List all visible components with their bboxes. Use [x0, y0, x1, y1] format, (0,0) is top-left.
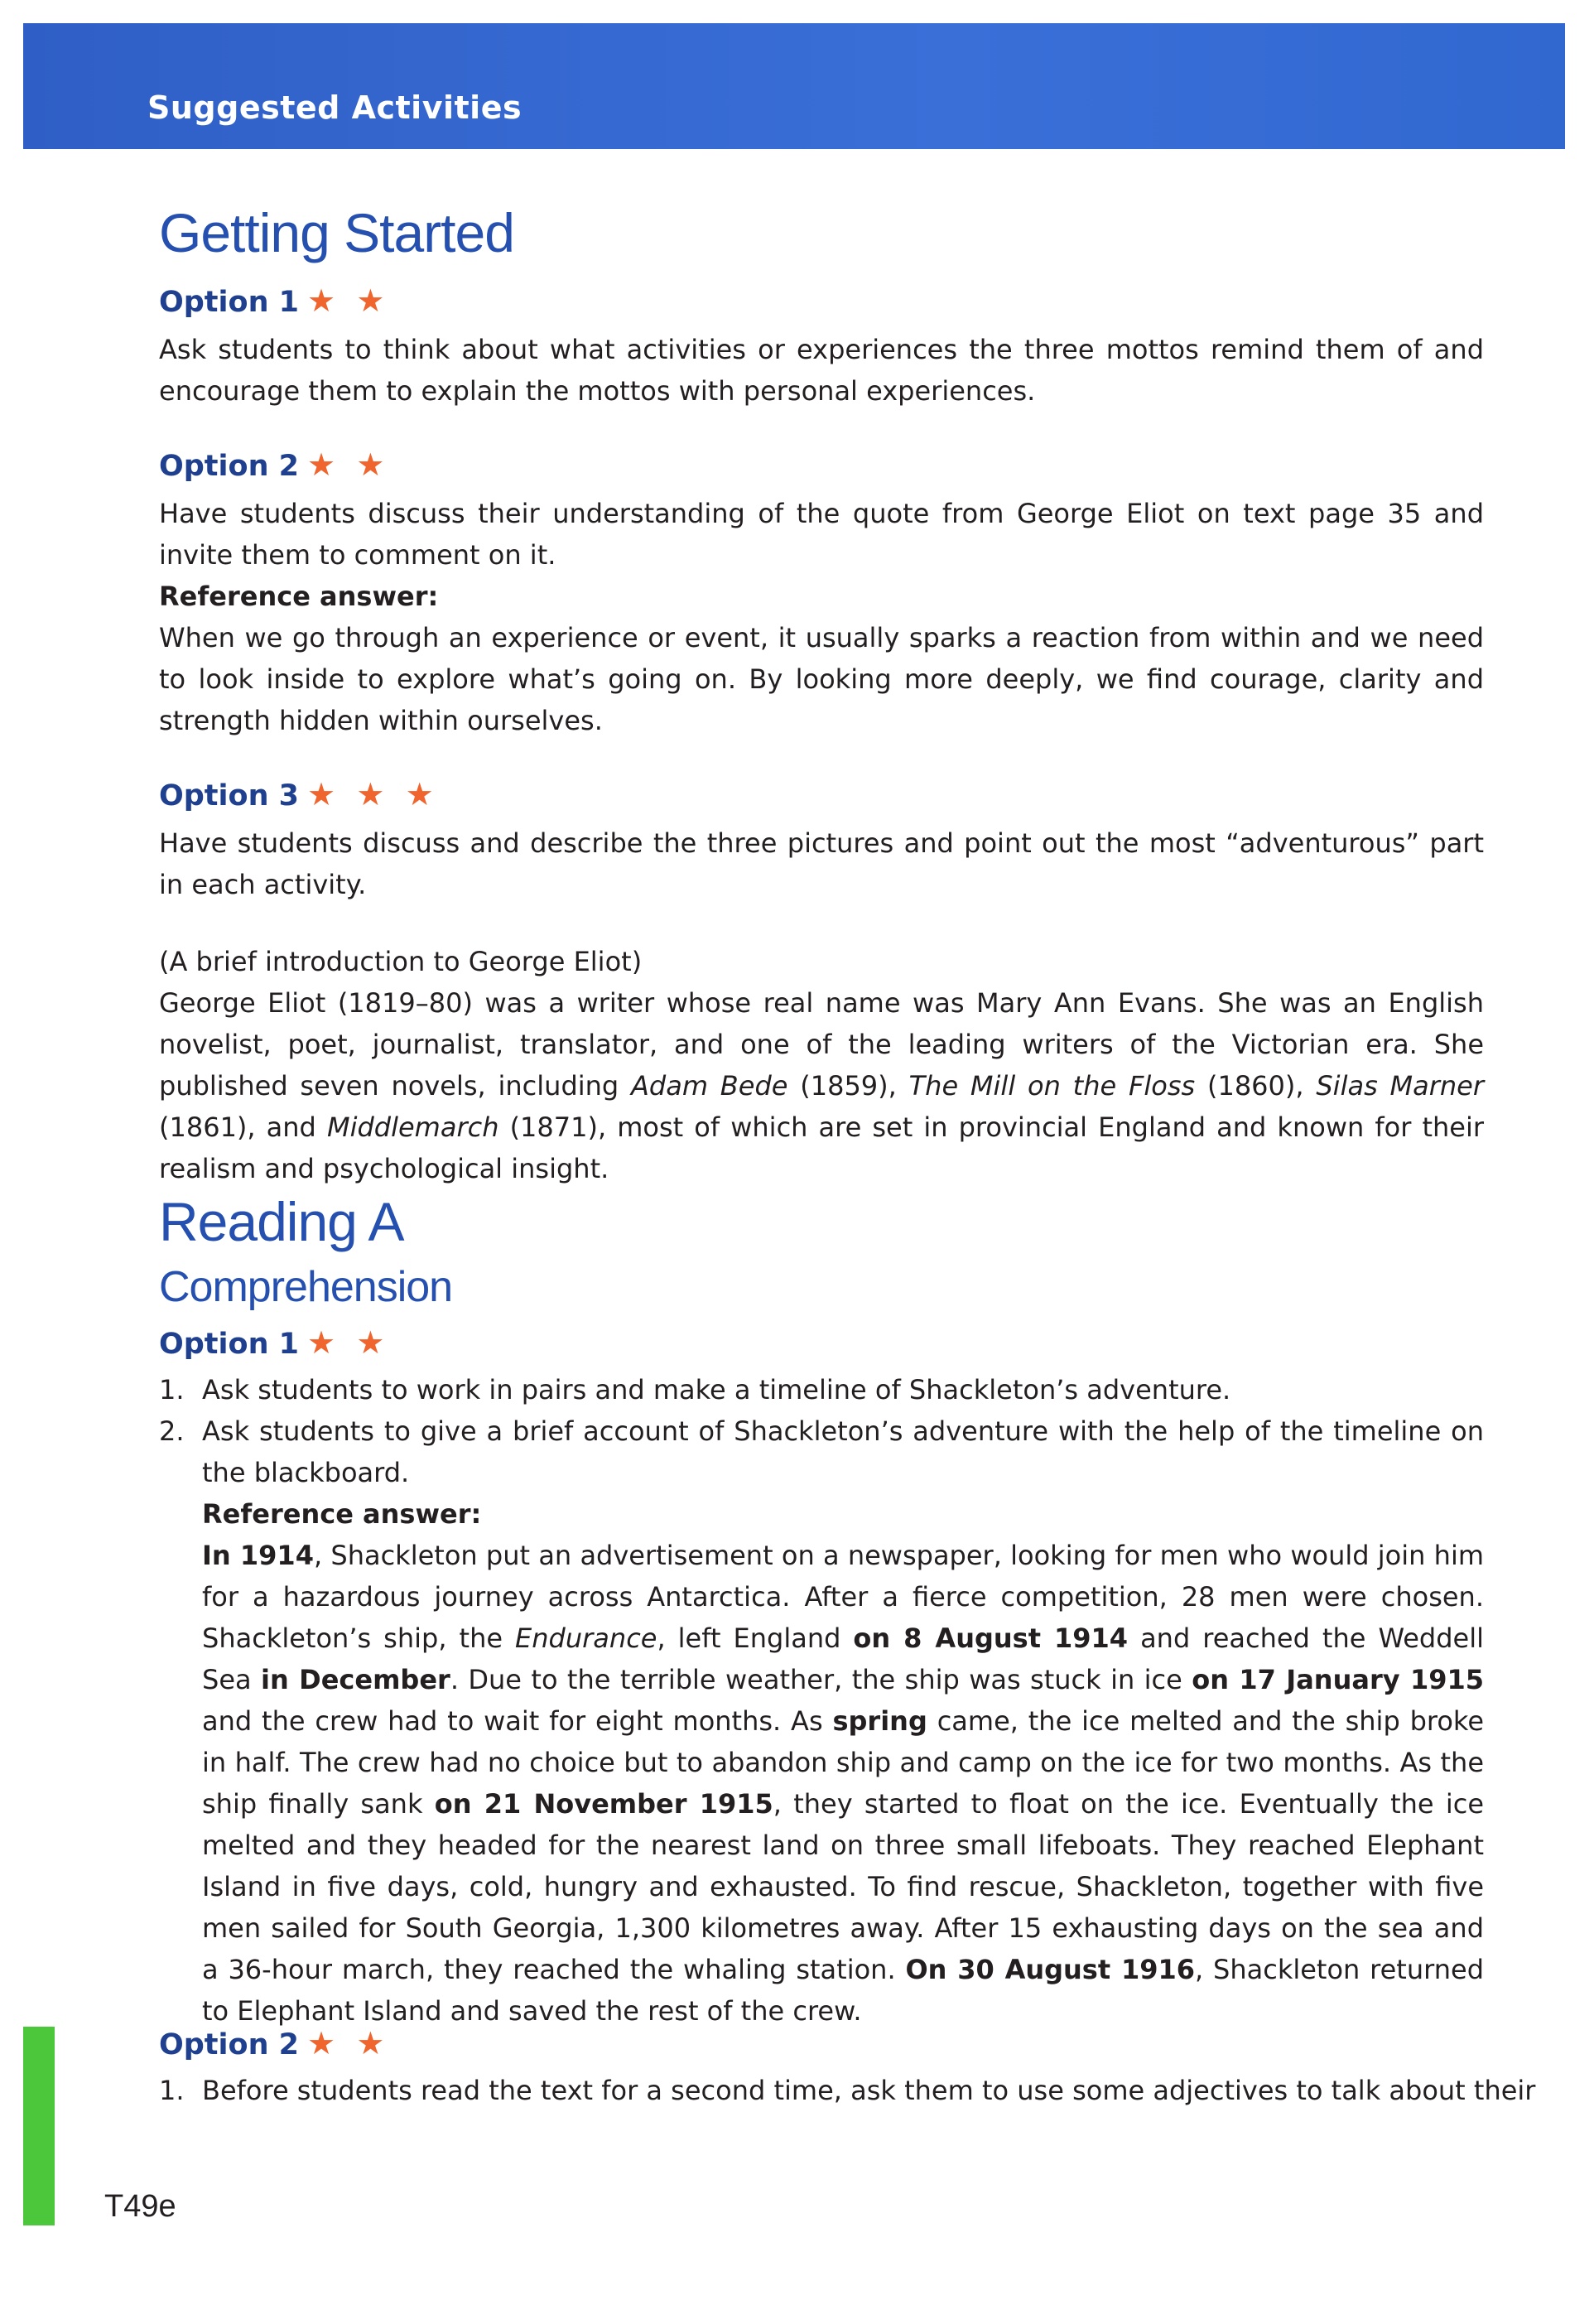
answer-text: , Shackleton returned to Elephant Island and saved the rest of the crew. [202, 1954, 1485, 2027]
reading-option1-block [159, 1324, 1485, 2032]
option-label-text: Option 2 [159, 2028, 300, 2061]
option-text: Have students discuss and describe the three pictures and point out the most “adventurous” part in each activity. [159, 827, 1484, 900]
option-label [159, 776, 1484, 812]
list-item [159, 1410, 1484, 1493]
subheading-comprehension: Comprehension [159, 1263, 453, 1311]
list-item [159, 2070, 1536, 2111]
list-text: Ask students to work in pairs and make a timeline of Shackleton’s adventure. [202, 1374, 1231, 1405]
reading-a-section [159, 1191, 1484, 1311]
answer-text: . Due to the terrible weather, the ship was stuck in ice [450, 1664, 1192, 1695]
date-highlight: on 17 January 1915 [1192, 1664, 1485, 1695]
answer-text: and reached the Weddell Sea [202, 1622, 1484, 1695]
intro-paragraph [159, 982, 1484, 1189]
section-heading-getting-started: Getting Started [159, 202, 514, 263]
ship-name: Endurance [515, 1622, 657, 1654]
intro-text: (1871), most of which are set in provincial England and known for their realism and psychological insight. [159, 1111, 1485, 1184]
option-label-text: Option 1 [159, 1328, 300, 1361]
star-rating-icon: ★ ★ [307, 282, 390, 319]
reference-answer-label: Reference answer: [159, 581, 439, 612]
option-text: Have students discuss their understanding of the quote from George Eliot on text page 35 and invite them to comment on it. [159, 498, 1484, 571]
margin-color-bar [23, 2027, 55, 2225]
date-highlight: on 8 August 1914 [853, 1622, 1129, 1654]
intro-text: George Eliot (1819–80) was a writer whose real name was Mary Ann Evans. She was an English novelist, poet, journalist, translator, and one of the leading writers of the Victorian era. She published seven novels, including [159, 987, 1484, 1102]
list-number: 1. [159, 1374, 185, 1405]
option3-block [159, 776, 1484, 905]
answer-text: and the crew had to wait for eight months. As [202, 1705, 833, 1737]
reference-answer-text [202, 1535, 1484, 2032]
reference-answer-label: Reference answer: [202, 1498, 482, 1530]
reference-answer-text: When we go through an experience or event, it usually sparks a reaction from within and we need to look inside to explore what’s going on. By looking more deeply, we find courage, clarity and strength hidden within ourselves. [159, 622, 1484, 736]
list-number: 1. [159, 2075, 185, 2106]
getting-started-section [159, 202, 1484, 263]
option-label-text: Option 2 [159, 450, 300, 483]
intro-text: (1861), and [159, 1111, 327, 1143]
option-text: Ask students to think about what activities or experiences the three mottos remind them of and encourage them to explain the mottos with personal experiences. [159, 334, 1484, 407]
list-text: Before students read the text for a second time, ask them to use some adjectives to talk about their [202, 2075, 1536, 2106]
list-number: 2. [159, 1415, 185, 1447]
option1-block [159, 282, 1484, 412]
option2-block [159, 446, 1484, 741]
list-item [159, 1369, 1484, 1410]
book-title: Silas Marner [1316, 1070, 1485, 1102]
book-title: The Mill on the Floss [908, 1070, 1196, 1102]
answer-text: , they started to float on the ice. Eventually the ice melted and they headed for the nearest land on three small lifeboats. They reached Elephant Island in five days, cold, hungry and exhausted. To find rescue, Shackleton, together with five men sailed for South Georgia, 1,300 kilometres away. After 15 exhausting days on the sea and a 36-hour march, they reached the whaling station. [202, 1788, 1485, 1985]
option-label-text: Option 3 [159, 779, 300, 812]
option-label [159, 446, 1484, 483]
option-label [159, 282, 1484, 319]
book-title: Middlemarch [326, 1111, 499, 1143]
star-rating-icon: ★ ★ ★ [307, 776, 439, 812]
reading-option2-block [159, 2025, 1536, 2111]
option-label [159, 2027, 1484, 2060]
date-highlight: on 21 November 1915 [434, 1788, 773, 1820]
option-label-text: Option 1 [159, 286, 300, 319]
star-rating-icon: ★ ★ [307, 446, 390, 483]
date-highlight: in December [261, 1664, 450, 1695]
date-highlight: spring [832, 1705, 927, 1737]
answer-text: , left England [657, 1622, 854, 1654]
numbered-list [159, 2070, 1536, 2111]
date-highlight: In 1914 [202, 1540, 314, 1571]
answer-text: came, the ice melted and the ship broke in half. The crew had no choice but to abandon ship and camp on the ice for two months. As the ship finally sank [202, 1705, 1485, 1820]
intro-title: (A brief introduction to George Eliot) [159, 946, 643, 977]
book-title: Adam Bede [631, 1070, 788, 1102]
section-heading-reading-a: Reading A [159, 1191, 404, 1252]
answer-text: , Shackleton put an advertisement on a newspaper, looking for men who would join him for a hazardous journey across Antarctica. After a fierce competition, 28 men were chosen. Shackleton’s ship, the [202, 1540, 1485, 1654]
star-rating-icon: ★ ★ [307, 1324, 390, 1361]
star-rating-icon: ★ ★ [307, 2025, 390, 2061]
intro-text: (1860), [1195, 1070, 1317, 1102]
option-label [159, 1324, 1484, 1361]
banner-title: Suggested Activities [147, 89, 523, 126]
eliot-intro-block [159, 941, 1484, 1189]
intro-text: (1859), [787, 1070, 909, 1102]
date-highlight: On 30 August 1916 [905, 1954, 1196, 1985]
numbered-list [159, 1369, 1484, 1493]
list-text: Ask students to give a brief account of Shackleton’s adventure with the help of the timeline on the blackboard. [202, 1415, 1484, 1488]
page-number: T49e [104, 2189, 176, 2224]
header-banner [23, 23, 1565, 149]
